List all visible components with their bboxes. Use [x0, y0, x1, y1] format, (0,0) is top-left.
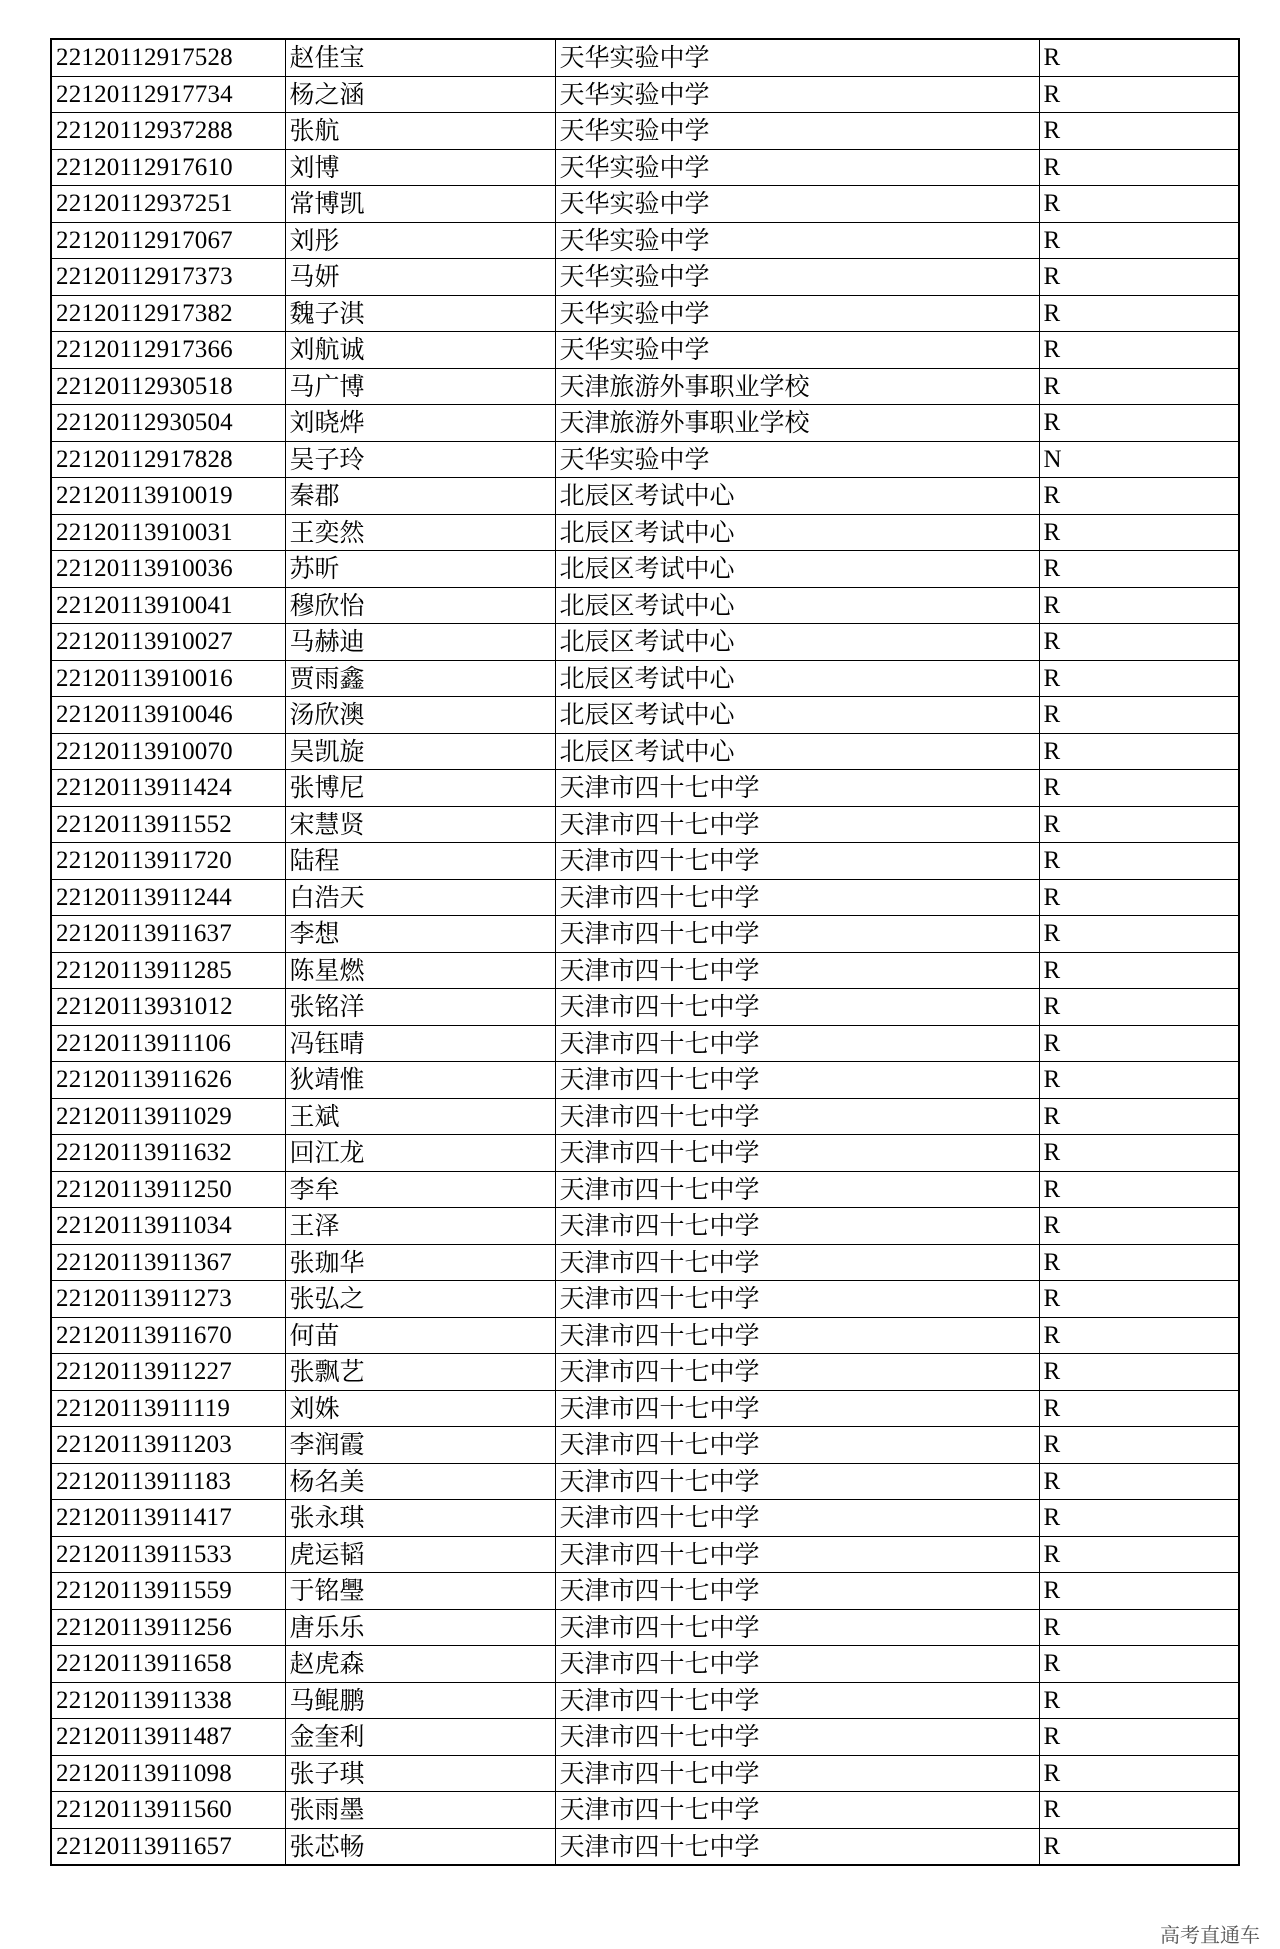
- student-id-cell: 22120113911285: [51, 952, 285, 989]
- student-name-cell: 杨之涵: [285, 76, 555, 113]
- student-name-cell: 回江龙: [285, 1135, 555, 1172]
- status-cell: R: [1039, 806, 1239, 843]
- student-id-cell: 22120113911256: [51, 1609, 285, 1646]
- student-id-cell: 22120113910031: [51, 514, 285, 551]
- student-id-cell: 22120112917366: [51, 332, 285, 369]
- status-cell: N: [1039, 441, 1239, 478]
- school-cell: 天津市四十七中学: [555, 1427, 1039, 1464]
- table-row: [51, 1536, 1239, 1573]
- student-name-cell: 杨名美: [285, 1463, 555, 1500]
- table-row: [51, 1755, 1239, 1792]
- status-cell: R: [1039, 1354, 1239, 1391]
- table-row: [51, 624, 1239, 661]
- table-row: [51, 1463, 1239, 1500]
- table-row: [51, 76, 1239, 113]
- student-id-cell: 22120113910070: [51, 733, 285, 770]
- school-cell: 天津市四十七中学: [555, 1828, 1039, 1865]
- student-id-cell: 22120113911034: [51, 1208, 285, 1245]
- school-cell: 天津市四十七中学: [555, 1025, 1039, 1062]
- status-cell: R: [1039, 1682, 1239, 1719]
- student-name-cell: 汤欣澳: [285, 697, 555, 734]
- student-name-cell: 马广博: [285, 368, 555, 405]
- table-row: [51, 1646, 1239, 1683]
- table-row: [51, 295, 1239, 332]
- school-cell: 天津市四十七中学: [555, 1500, 1039, 1537]
- school-cell: 天华实验中学: [555, 222, 1039, 259]
- student-id-cell: 22120113911106: [51, 1025, 285, 1062]
- student-id-cell: 22120113911183: [51, 1463, 285, 1500]
- table-row: [51, 916, 1239, 953]
- table-row: [51, 1390, 1239, 1427]
- school-cell: 北辰区考试中心: [555, 551, 1039, 588]
- status-cell: R: [1039, 1792, 1239, 1829]
- student-name-cell: 何苗: [285, 1317, 555, 1354]
- school-cell: 天津市四十七中学: [555, 1719, 1039, 1756]
- school-cell: 天华实验中学: [555, 295, 1039, 332]
- student-name-cell: 吴凯旋: [285, 733, 555, 770]
- status-cell: R: [1039, 660, 1239, 697]
- school-cell: 天津市四十七中学: [555, 1354, 1039, 1391]
- school-cell: 天津旅游外事职业学校: [555, 405, 1039, 442]
- school-cell: 北辰区考试中心: [555, 624, 1039, 661]
- school-cell: 北辰区考试中心: [555, 697, 1039, 734]
- school-cell: 天津市四十七中学: [555, 1573, 1039, 1610]
- school-cell: 天华实验中学: [555, 441, 1039, 478]
- status-cell: R: [1039, 1390, 1239, 1427]
- student-name-cell: 王泽: [285, 1208, 555, 1245]
- student-id-cell: 22120113911250: [51, 1171, 285, 1208]
- student-id-cell: 22120113911119: [51, 1390, 285, 1427]
- table-row: [51, 259, 1239, 296]
- student-name-cell: 刘晓烨: [285, 405, 555, 442]
- table-row: [51, 1317, 1239, 1354]
- status-cell: R: [1039, 1098, 1239, 1135]
- status-cell: R: [1039, 1646, 1239, 1683]
- student-name-cell: 冯钰晴: [285, 1025, 555, 1062]
- status-cell: R: [1039, 733, 1239, 770]
- school-cell: 天津市四十七中学: [555, 1682, 1039, 1719]
- school-cell: 天津市四十七中学: [555, 770, 1039, 807]
- status-cell: R: [1039, 843, 1239, 880]
- student-name-cell: 王斌: [285, 1098, 555, 1135]
- status-cell: R: [1039, 879, 1239, 916]
- school-cell: 天津市四十七中学: [555, 1098, 1039, 1135]
- student-id-cell: 22120112917528: [51, 39, 285, 76]
- table-row: [51, 1573, 1239, 1610]
- table-row: [51, 770, 1239, 807]
- status-cell: R: [1039, 952, 1239, 989]
- student-name-cell: 于铭璺: [285, 1573, 555, 1610]
- table-row: [51, 843, 1239, 880]
- status-cell: R: [1039, 222, 1239, 259]
- student-name-cell: 穆欣怡: [285, 587, 555, 624]
- student-id-cell: 22120113911559: [51, 1573, 285, 1610]
- table-row: [51, 989, 1239, 1026]
- student-id-cell: 22120112917734: [51, 76, 285, 113]
- school-cell: 北辰区考试中心: [555, 660, 1039, 697]
- school-cell: 天华实验中学: [555, 39, 1039, 76]
- table-row: [51, 587, 1239, 624]
- status-cell: R: [1039, 39, 1239, 76]
- table-row: [51, 1719, 1239, 1756]
- table-row: [51, 1682, 1239, 1719]
- table-row: [51, 1427, 1239, 1464]
- student-name-cell: 贾雨鑫: [285, 660, 555, 697]
- status-cell: R: [1039, 1828, 1239, 1865]
- student-name-cell: 马妍: [285, 259, 555, 296]
- student-name-cell: 张永琪: [285, 1500, 555, 1537]
- status-cell: R: [1039, 1281, 1239, 1318]
- student-id-cell: 22120113911670: [51, 1317, 285, 1354]
- student-name-cell: 宋慧贤: [285, 806, 555, 843]
- table-row: [51, 441, 1239, 478]
- student-id-cell: 22120113911273: [51, 1281, 285, 1318]
- status-cell: R: [1039, 332, 1239, 369]
- status-cell: R: [1039, 551, 1239, 588]
- school-cell: 天津市四十七中学: [555, 806, 1039, 843]
- student-name-cell: 苏昕: [285, 551, 555, 588]
- student-name-cell: 王奕然: [285, 514, 555, 551]
- table-row: [51, 514, 1239, 551]
- student-id-cell: 22120113910046: [51, 697, 285, 734]
- school-cell: 天华实验中学: [555, 149, 1039, 186]
- school-cell: 天津市四十七中学: [555, 1135, 1039, 1172]
- school-cell: 天华实验中学: [555, 113, 1039, 150]
- student-id-cell: 22120113910027: [51, 624, 285, 661]
- student-name-cell: 狄靖惟: [285, 1062, 555, 1099]
- student-name-cell: 陈星燃: [285, 952, 555, 989]
- status-cell: R: [1039, 1062, 1239, 1099]
- table-row: [51, 1281, 1239, 1318]
- student-id-cell: 22120113911487: [51, 1719, 285, 1756]
- table-row: [51, 1609, 1239, 1646]
- table-row: [51, 1792, 1239, 1829]
- watermark-text: 高考直通车: [1160, 1923, 1260, 1947]
- student-id-cell: 22120112917382: [51, 295, 285, 332]
- student-id-cell: 22120113911632: [51, 1135, 285, 1172]
- student-id-cell: 22120113910016: [51, 660, 285, 697]
- status-cell: R: [1039, 989, 1239, 1026]
- table-row: [51, 222, 1239, 259]
- school-cell: 天华实验中学: [555, 259, 1039, 296]
- table-row: [51, 149, 1239, 186]
- table-row: [51, 1098, 1239, 1135]
- status-cell: R: [1039, 113, 1239, 150]
- student-name-cell: 秦郡: [285, 478, 555, 515]
- school-cell: 天津市四十七中学: [555, 916, 1039, 953]
- student-name-cell: 马鲲鹏: [285, 1682, 555, 1719]
- school-cell: 天津市四十七中学: [555, 1755, 1039, 1792]
- student-name-cell: 赵虎森: [285, 1646, 555, 1683]
- student-id-cell: 22120113911338: [51, 1682, 285, 1719]
- school-cell: 天津市四十七中学: [555, 1646, 1039, 1683]
- status-cell: R: [1039, 697, 1239, 734]
- table-row: [51, 1500, 1239, 1537]
- student-name-cell: 张雨墨: [285, 1792, 555, 1829]
- student-name-cell: 张子琪: [285, 1755, 555, 1792]
- school-cell: 天华实验中学: [555, 332, 1039, 369]
- student-name-cell: 张航: [285, 113, 555, 150]
- status-cell: R: [1039, 916, 1239, 953]
- student-name-cell: 李想: [285, 916, 555, 953]
- student-name-cell: 吴子玲: [285, 441, 555, 478]
- school-cell: 天津市四十七中学: [555, 1390, 1039, 1427]
- school-cell: 天津市四十七中学: [555, 1244, 1039, 1281]
- table-row: [51, 952, 1239, 989]
- student-id-cell: 22120113911552: [51, 806, 285, 843]
- student-id-cell: 22120113911367: [51, 1244, 285, 1281]
- student-name-cell: 张珈华: [285, 1244, 555, 1281]
- student-name-cell: 唐乐乐: [285, 1609, 555, 1646]
- table-row: [51, 551, 1239, 588]
- student-id-cell: 22120113911424: [51, 770, 285, 807]
- status-cell: R: [1039, 770, 1239, 807]
- student-id-cell: 22120113910019: [51, 478, 285, 515]
- status-cell: R: [1039, 587, 1239, 624]
- status-cell: R: [1039, 368, 1239, 405]
- student-name-cell: 刘航诚: [285, 332, 555, 369]
- student-id-cell: 22120112930504: [51, 405, 285, 442]
- student-name-cell: 常博凯: [285, 186, 555, 223]
- school-cell: 北辰区考试中心: [555, 733, 1039, 770]
- status-cell: R: [1039, 1317, 1239, 1354]
- school-cell: 天津市四十七中学: [555, 879, 1039, 916]
- student-id-cell: 22120112917067: [51, 222, 285, 259]
- school-cell: 天津市四十七中学: [555, 1317, 1039, 1354]
- student-name-cell: 虎运韬: [285, 1536, 555, 1573]
- table-row: [51, 697, 1239, 734]
- table-row: [51, 1828, 1239, 1865]
- student-id-cell: 22120113931012: [51, 989, 285, 1026]
- school-cell: 北辰区考试中心: [555, 587, 1039, 624]
- student-id-cell: 22120113911560: [51, 1792, 285, 1829]
- student-name-cell: 张铭洋: [285, 989, 555, 1026]
- table-row: [51, 879, 1239, 916]
- student-name-cell: 刘彤: [285, 222, 555, 259]
- student-name-cell: 张芯畅: [285, 1828, 555, 1865]
- student-name-cell: 刘姝: [285, 1390, 555, 1427]
- student-name-cell: 陆程: [285, 843, 555, 880]
- table-row: [51, 660, 1239, 697]
- table-row: [51, 1171, 1239, 1208]
- status-cell: R: [1039, 149, 1239, 186]
- school-cell: 天津市四十七中学: [555, 1792, 1039, 1829]
- student-id-cell: 22120112917373: [51, 259, 285, 296]
- status-cell: R: [1039, 1536, 1239, 1573]
- school-cell: 天华实验中学: [555, 76, 1039, 113]
- student-table-body: [51, 39, 1239, 1865]
- student-id-cell: 22120113910041: [51, 587, 285, 624]
- school-cell: 天津市四十七中学: [555, 1208, 1039, 1245]
- student-name-cell: 张飘艺: [285, 1354, 555, 1391]
- table-row: [51, 113, 1239, 150]
- table-row: [51, 1244, 1239, 1281]
- student-name-cell: 白浩天: [285, 879, 555, 916]
- status-cell: R: [1039, 1755, 1239, 1792]
- table-row: [51, 1062, 1239, 1099]
- status-cell: R: [1039, 1719, 1239, 1756]
- status-cell: R: [1039, 1208, 1239, 1245]
- status-cell: R: [1039, 76, 1239, 113]
- table-row: [51, 1354, 1239, 1391]
- student-name-cell: 赵佳宝: [285, 39, 555, 76]
- table-row: [51, 1208, 1239, 1245]
- status-cell: R: [1039, 295, 1239, 332]
- school-cell: 天津旅游外事职业学校: [555, 368, 1039, 405]
- status-cell: R: [1039, 1135, 1239, 1172]
- student-table: [50, 38, 1240, 1866]
- status-cell: R: [1039, 478, 1239, 515]
- status-cell: R: [1039, 1427, 1239, 1464]
- student-id-cell: 22120113911417: [51, 1500, 285, 1537]
- status-cell: R: [1039, 514, 1239, 551]
- student-id-cell: 22120113911203: [51, 1427, 285, 1464]
- school-cell: 天津市四十七中学: [555, 1171, 1039, 1208]
- student-id-cell: 22120112937251: [51, 186, 285, 223]
- table-row: [51, 39, 1239, 76]
- student-id-cell: 22120112930518: [51, 368, 285, 405]
- table-row: [51, 733, 1239, 770]
- table-row: [51, 1135, 1239, 1172]
- student-id-cell: 22120113911244: [51, 879, 285, 916]
- table-row: [51, 405, 1239, 442]
- status-cell: R: [1039, 186, 1239, 223]
- student-name-cell: 金奎利: [285, 1719, 555, 1756]
- student-id-cell: 22120113911227: [51, 1354, 285, 1391]
- table-row: [51, 1025, 1239, 1062]
- school-cell: 天津市四十七中学: [555, 843, 1039, 880]
- status-cell: R: [1039, 405, 1239, 442]
- student-name-cell: 李润霞: [285, 1427, 555, 1464]
- status-cell: R: [1039, 1609, 1239, 1646]
- school-cell: 天津市四十七中学: [555, 989, 1039, 1026]
- status-cell: R: [1039, 1500, 1239, 1537]
- table-row: [51, 806, 1239, 843]
- student-id-cell: 22120112937288: [51, 113, 285, 150]
- school-cell: 北辰区考试中心: [555, 514, 1039, 551]
- student-id-cell: 22120113911029: [51, 1098, 285, 1135]
- school-cell: 北辰区考试中心: [555, 478, 1039, 515]
- school-cell: 天津市四十七中学: [555, 952, 1039, 989]
- school-cell: 天津市四十七中学: [555, 1463, 1039, 1500]
- status-cell: R: [1039, 1244, 1239, 1281]
- student-name-cell: 马赫迪: [285, 624, 555, 661]
- student-id-cell: 22120113911098: [51, 1755, 285, 1792]
- school-cell: 天津市四十七中学: [555, 1062, 1039, 1099]
- student-id-cell: 22120113910036: [51, 551, 285, 588]
- status-cell: R: [1039, 1573, 1239, 1610]
- status-cell: R: [1039, 1463, 1239, 1500]
- student-id-cell: 22120113911720: [51, 843, 285, 880]
- table-row: [51, 186, 1239, 223]
- status-cell: R: [1039, 1171, 1239, 1208]
- status-cell: R: [1039, 624, 1239, 661]
- school-cell: 天津市四十七中学: [555, 1281, 1039, 1318]
- student-id-cell: 22120113911533: [51, 1536, 285, 1573]
- student-id-cell: 22120113911637: [51, 916, 285, 953]
- table-row: [51, 478, 1239, 515]
- student-name-cell: 刘博: [285, 149, 555, 186]
- school-cell: 天津市四十七中学: [555, 1536, 1039, 1573]
- student-name-cell: 李牟: [285, 1171, 555, 1208]
- table-row: [51, 332, 1239, 369]
- student-name-cell: 魏子淇: [285, 295, 555, 332]
- table-row: [51, 368, 1239, 405]
- school-cell: 天津市四十七中学: [555, 1609, 1039, 1646]
- status-cell: R: [1039, 259, 1239, 296]
- student-id-cell: 22120113911626: [51, 1062, 285, 1099]
- student-name-cell: 张弘之: [285, 1281, 555, 1318]
- student-id-cell: 22120113911657: [51, 1828, 285, 1865]
- student-id-cell: 22120112917610: [51, 149, 285, 186]
- student-id-cell: 22120113911658: [51, 1646, 285, 1683]
- status-cell: R: [1039, 1025, 1239, 1062]
- school-cell: 天华实验中学: [555, 186, 1039, 223]
- student-id-cell: 22120112917828: [51, 441, 285, 478]
- student-name-cell: 张博尼: [285, 770, 555, 807]
